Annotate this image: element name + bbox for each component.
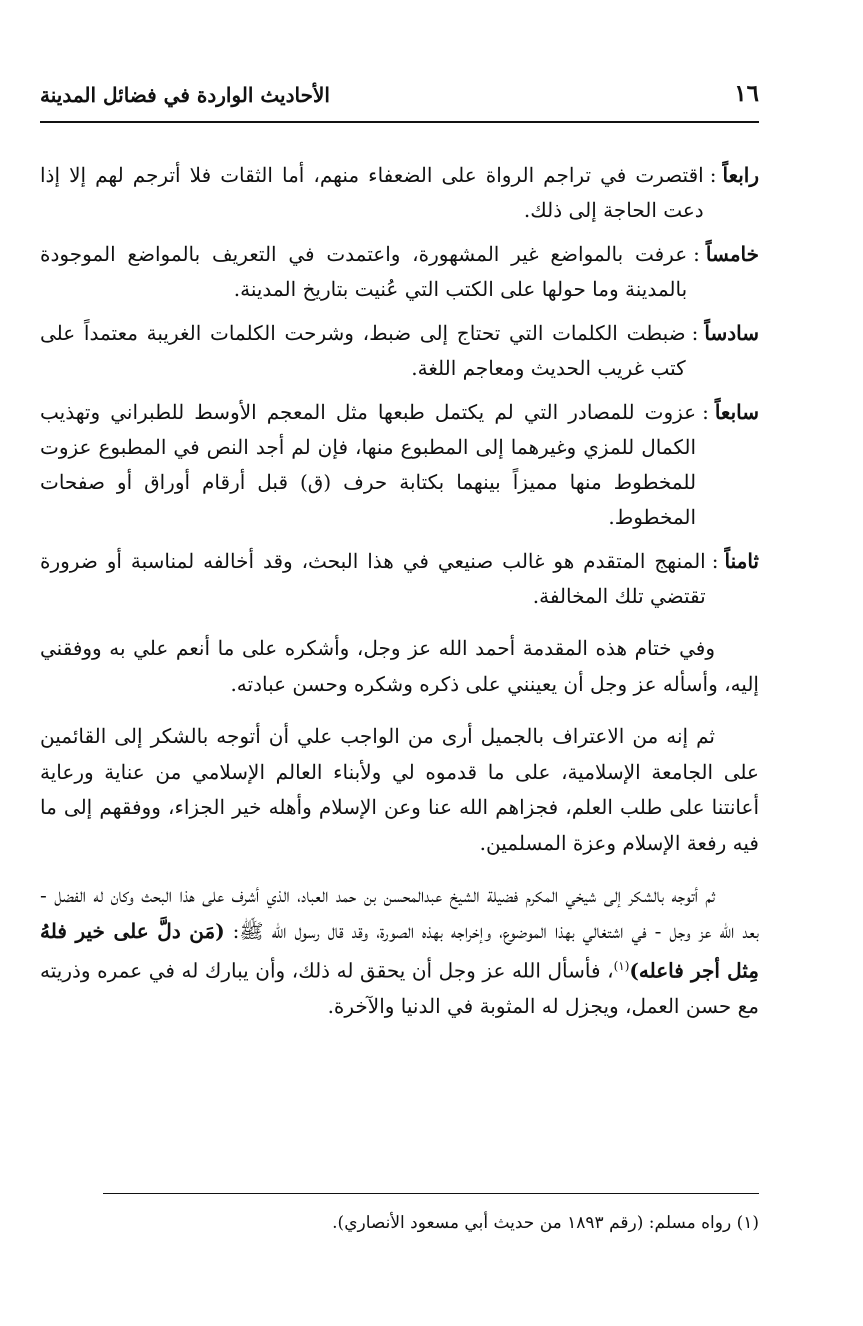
method-item-7 — [40, 395, 759, 535]
hadith-quote: (مَن دلَّ على خير فلهُ مِثل أجر فاعله) — [40, 918, 759, 983]
page-header — [40, 80, 759, 113]
paragraph-text: ثم أتوجه بالشكر إلى شيخي المكرم فضيلة الشيخ عبدالمحسن بن حمد العباد، الذي أشرف على هذا البحث وكان له الفضل - بعد الله عز وجل - في اشتغالي بهذا الموضوع، وإخراجه بهذه الصورة، وقد قال رسول الله ﷺ: — [40, 883, 759, 943]
item-text: اقتصرت في تراجم الرواة على الضعفاء منهم، أما الثقات فلا أترجم لهم إلا إذا دعت الحاجة إلى ذلك. — [40, 163, 704, 222]
method-item-6 — [40, 316, 759, 386]
item-label: رابعاً — [722, 163, 759, 187]
item-separator: : — [693, 242, 700, 266]
item-separator: : — [702, 400, 709, 424]
header-divider — [40, 121, 759, 123]
item-text: ضبطت الكلمات التي تحتاج إلى ضبط، وشرحت الكلمات الغريبة معتمداً على كتب غريب الحديث ومعاجم اللغة. — [40, 321, 686, 380]
item-text: عزوت للمصادر التي لم يكتمل طبعها مثل المعجم الأوسط للطبراني وتهذيب الكمال للمزي وغيرهما إلى المطبوع منها، فإن لم أجد النص في المطبوع عزوت للمخطوط منها مميزاً بينهما بكتابة حرف (ق) قبل أرقام أوراق أو صفحات المخطوط. — [40, 400, 697, 529]
acknowledgement-supervisor — [40, 878, 759, 1025]
item-label: ثامناً — [724, 549, 759, 573]
item-text: المنهج المتقدم هو غالب صنيعي في هذا البحث، وقد أخالفه لمناسبة أو ضرورة تقتضي تلك المخالفة. — [40, 549, 706, 608]
page-number: ١٦ — [734, 80, 759, 107]
method-item-4 — [40, 158, 759, 228]
item-separator: : — [691, 321, 699, 345]
closing-paragraph: وفي ختام هذه المقدمة أحمد الله عز وجل، وأشكره على ما أنعم علي به ووفقني إليه، وأسأله عز وجل أن يعينني على ذكره وشكره وحسن عبادته. — [40, 636, 759, 696]
item-label: خامساً — [705, 242, 759, 266]
item-label: سادساً — [704, 321, 759, 345]
method-item-5 — [40, 237, 759, 307]
item-label: سابعاً — [714, 400, 759, 424]
footnote-divider — [103, 1193, 759, 1194]
item-text: عرفت بالمواضع غير المشهورة، واعتمدت في التعريف بالمواضع الموجودة بالمدينة وما حولها على الكتب التي عُنيت بتاريخ المدينة. — [40, 242, 688, 301]
footnote-reference[interactable]: (١) — [613, 959, 630, 973]
acknowledgement-university: ثم إنه من الاعتراف بالجميل أرى من الواجب علي أن أتوجه بالشكر إلى القائمين على الجامعة الإسلامية، على ما قدموه لي ولأبناء العالم الإسلامي من عناية ورعاية أعانتنا على طلب العلم، فجزاهم الله عنا وعن الإسلام وأهله خير الجزاء، ووفقهم إلى ما فيه رفعة الإسلام وعزة المسلمين. — [40, 724, 759, 855]
method-item-8 — [40, 544, 759, 614]
page-body — [40, 158, 759, 1025]
running-title: الأحاديث الواردة في فضائل المدينة — [40, 83, 330, 107]
paragraph-text: ، فأسأل الله عز وجل أن يحقق له ذلك، وأن يبارك له في عمره وذريته مع حسن العمل، ويجزل له المثوبة في الدنيا والآخرة. — [40, 958, 759, 1019]
item-separator: : — [711, 549, 719, 573]
item-separator: : — [709, 163, 717, 187]
footnote: (١) رواه مسلم: (رقم ١٨٩٣ من حديث أبي مسعود الأنصاري). — [332, 1213, 759, 1233]
